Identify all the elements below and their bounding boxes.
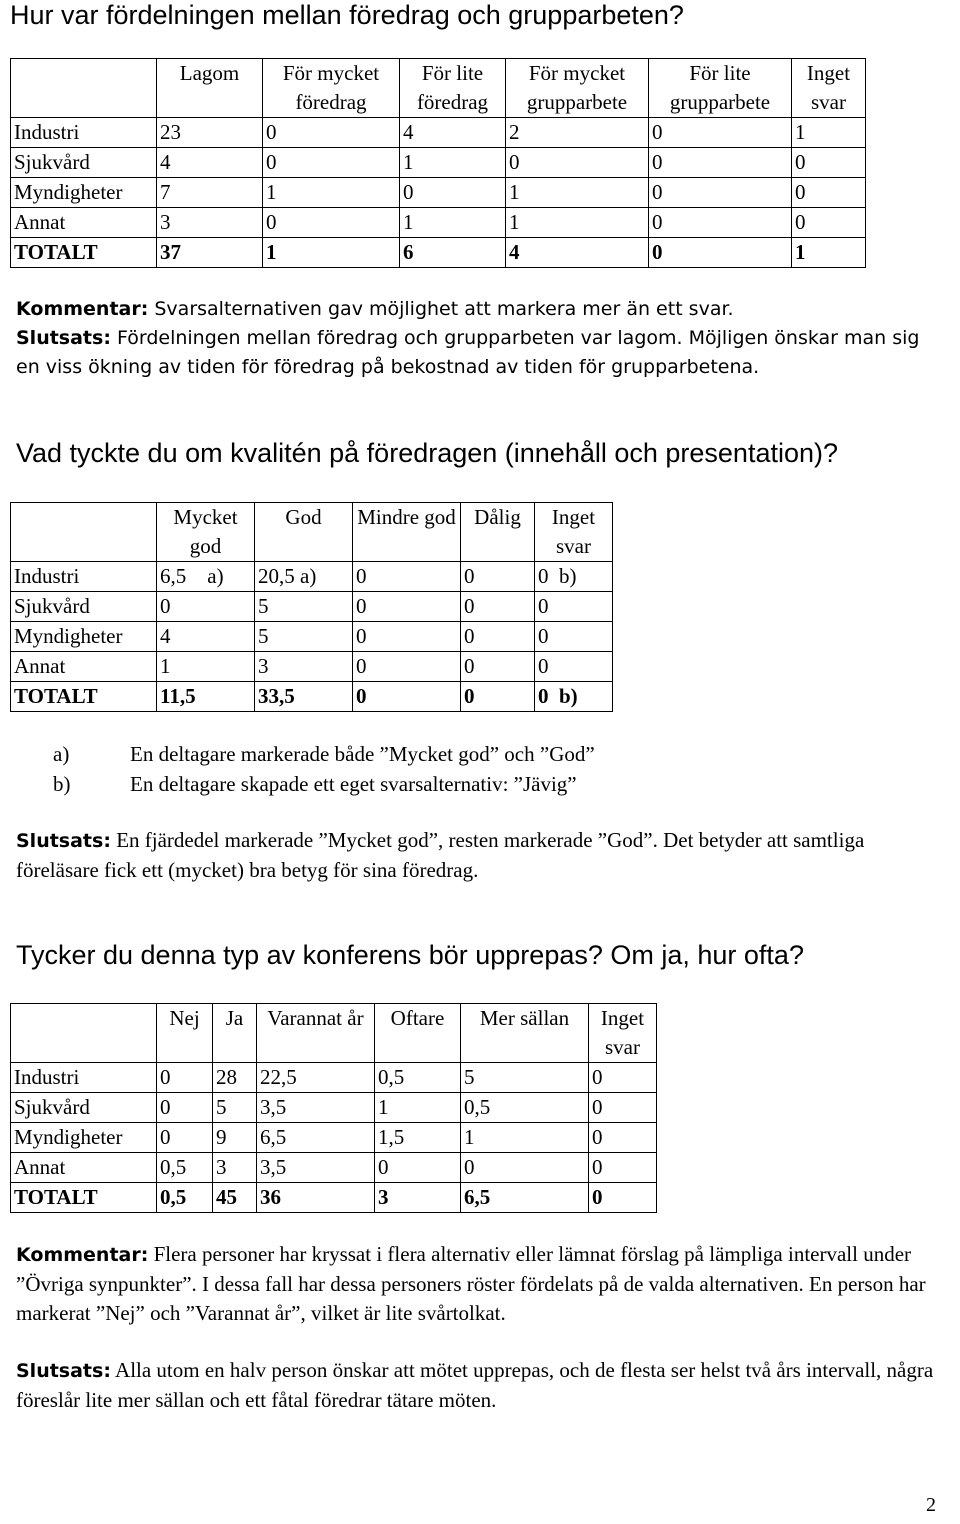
section-heading-distribution: Hur var fördelningen mellan föredrag och grupparbeten? bbox=[10, 0, 684, 30]
page-number: 2 bbox=[926, 1494, 936, 1516]
column-header: God bbox=[255, 503, 353, 562]
table-total-row bbox=[11, 238, 866, 268]
table-cell: 0 bbox=[157, 1093, 213, 1123]
table-cell: 22,5 bbox=[257, 1063, 375, 1093]
table-cell: 3 bbox=[157, 208, 263, 238]
table-cell: 6,5 bbox=[461, 1183, 589, 1213]
table-header-row bbox=[11, 59, 866, 118]
footnote-b bbox=[15, 769, 935, 799]
table-row bbox=[11, 148, 866, 178]
row-label: Annat bbox=[11, 1153, 157, 1183]
table-cell: 0 bbox=[589, 1093, 657, 1123]
table-cell: 1 bbox=[506, 208, 649, 238]
table-cell: 1 bbox=[400, 148, 506, 178]
row-label bbox=[11, 59, 157, 118]
table-cell: 0 bbox=[263, 208, 400, 238]
table-cell: 5 bbox=[461, 1063, 589, 1093]
comment-label: Kommentar: bbox=[16, 1244, 149, 1266]
table-cell: 4 bbox=[157, 148, 263, 178]
conclusion-quality bbox=[16, 826, 936, 885]
table-cell: 0 bbox=[353, 652, 461, 682]
table-cell: 0 bbox=[535, 622, 613, 652]
comment-text: Svarsalternativen gav möjlighet att markera mer än ett svar. bbox=[148, 298, 734, 320]
table-cell: 3 bbox=[255, 652, 353, 682]
table-cell: 4 bbox=[400, 118, 506, 148]
table-total-row bbox=[11, 1183, 657, 1213]
table-cell: 4 bbox=[157, 622, 255, 652]
table-row bbox=[11, 208, 866, 238]
table-cell: 1 bbox=[263, 238, 400, 268]
table-cell: 1 bbox=[375, 1093, 461, 1123]
table-header-row bbox=[11, 1004, 657, 1063]
column-header: För lite föredrag bbox=[400, 59, 506, 118]
table-row bbox=[11, 1063, 657, 1093]
table-cell: 1 bbox=[506, 178, 649, 208]
row-label: Myndigheter bbox=[11, 1123, 157, 1153]
column-header: Inget svar bbox=[535, 503, 613, 562]
table-cell: 2 bbox=[506, 118, 649, 148]
repeat-table bbox=[10, 1003, 657, 1213]
section-heading-quality: Vad tyckte du om kvalitén på föredragen (innehåll och presentation)? bbox=[16, 438, 838, 468]
table-cell: 4 bbox=[506, 238, 649, 268]
table-cell: 3,5 bbox=[257, 1093, 375, 1123]
table-cell: 0,5 bbox=[157, 1153, 213, 1183]
column-header: Nej bbox=[157, 1004, 213, 1063]
table-cell: 1 bbox=[792, 238, 866, 268]
column-header: Varannat år bbox=[257, 1004, 375, 1063]
table-cell: 0 bbox=[649, 118, 792, 148]
table-cell: 1 bbox=[461, 1123, 589, 1153]
table-cell: 0 bbox=[589, 1183, 657, 1213]
table-cell: 0 bbox=[506, 148, 649, 178]
table-row bbox=[11, 118, 866, 148]
table-cell: 5 bbox=[255, 622, 353, 652]
table-cell: 0 bbox=[461, 652, 535, 682]
table-cell: 0 bbox=[649, 238, 792, 268]
table-cell: 0 bbox=[792, 208, 866, 238]
table-row bbox=[11, 1123, 657, 1153]
table-cell: 28 bbox=[213, 1063, 257, 1093]
table-cell: 0 bbox=[649, 208, 792, 238]
table-cell: 5 bbox=[255, 592, 353, 622]
table-row bbox=[11, 562, 613, 592]
table-cell: 20,5 a) bbox=[255, 562, 353, 592]
column-header: Inget svar bbox=[792, 59, 866, 118]
table-cell: 0 bbox=[263, 118, 400, 148]
distribution-table bbox=[10, 58, 866, 268]
table-row bbox=[11, 652, 613, 682]
row-label: Sjukvård bbox=[11, 592, 157, 622]
table-cell: 0 b) bbox=[535, 682, 613, 712]
table-cell: 33,5 bbox=[255, 682, 353, 712]
conclusion-distribution bbox=[16, 324, 946, 382]
table-cell: 1 bbox=[792, 118, 866, 148]
comment-text: Flera personer har kryssat i flera alternativ eller lämnat förslag på lämpliga intervall under ”Övriga synpunkter”. I dessa fall har dessa personers röster fördelats på de valda alternativen. En person har markerat ”Nej” och ”Varannat år”, vilket är lite svårtolkat. bbox=[16, 1242, 926, 1325]
table-cell: 9 bbox=[213, 1123, 257, 1153]
row-label: TOTALT bbox=[11, 1183, 157, 1213]
table-cell: 1 bbox=[400, 208, 506, 238]
table-cell: 3 bbox=[375, 1183, 461, 1213]
table-row bbox=[11, 1093, 657, 1123]
table-cell: 0 bbox=[353, 562, 461, 592]
table-cell: 3 bbox=[213, 1153, 257, 1183]
table-cell: 1,5 bbox=[375, 1123, 461, 1153]
table-row bbox=[11, 1153, 657, 1183]
comment-repeat bbox=[16, 1240, 946, 1328]
conclusion-label: Slutsats: bbox=[16, 1360, 111, 1382]
column-header: För lite grupparbete bbox=[649, 59, 792, 118]
row-label: Sjukvård bbox=[11, 148, 157, 178]
comment-distribution bbox=[16, 295, 946, 324]
table-cell: 0,5 bbox=[375, 1063, 461, 1093]
row-label: Industri bbox=[11, 562, 157, 592]
footnote-letter: a) bbox=[53, 742, 70, 766]
table-header-row bbox=[11, 503, 613, 562]
row-label bbox=[11, 1004, 157, 1063]
table-cell: 36 bbox=[257, 1183, 375, 1213]
column-header: Dålig bbox=[461, 503, 535, 562]
table-cell: 7 bbox=[157, 178, 263, 208]
column-header: För mycket grupparbete bbox=[506, 59, 649, 118]
table-cell: 0 b) bbox=[535, 562, 613, 592]
footnote-a bbox=[15, 739, 935, 769]
table-cell: 0 bbox=[461, 682, 535, 712]
quality-table bbox=[10, 502, 613, 712]
table-cell: 0 bbox=[157, 1123, 213, 1153]
table-cell: 0,5 bbox=[461, 1093, 589, 1123]
table-cell: 0 bbox=[792, 148, 866, 178]
table-cell: 45 bbox=[213, 1183, 257, 1213]
table-cell: 0,5 bbox=[157, 1183, 213, 1213]
conclusion-label: Slutsats: bbox=[16, 830, 111, 852]
table-cell: 1 bbox=[263, 178, 400, 208]
table-cell: 11,5 bbox=[157, 682, 255, 712]
column-header: Mindre god bbox=[353, 503, 461, 562]
column-header: Lagom bbox=[157, 59, 263, 118]
row-label: Myndigheter bbox=[11, 178, 157, 208]
table-cell: 0 bbox=[353, 622, 461, 652]
table-cell: 1 bbox=[157, 652, 255, 682]
table-row bbox=[11, 592, 613, 622]
table-cell: 0 bbox=[535, 652, 613, 682]
table-row bbox=[11, 622, 613, 652]
row-label: Industri bbox=[11, 1063, 157, 1093]
table-cell: 0 bbox=[461, 592, 535, 622]
conclusion-label: Slutsats: bbox=[16, 327, 111, 349]
footnote-text: En deltagare markerade både ”Mycket god” och ”God” bbox=[130, 742, 595, 766]
column-header: Mer sällan bbox=[461, 1004, 589, 1063]
table-cell: 0 bbox=[263, 148, 400, 178]
row-label: Sjukvård bbox=[11, 1093, 157, 1123]
row-label: Annat bbox=[11, 652, 157, 682]
table-cell: 6,5 a) bbox=[157, 562, 255, 592]
column-header: Oftare bbox=[375, 1004, 461, 1063]
table-cell: 6 bbox=[400, 238, 506, 268]
table-cell: 0 bbox=[400, 178, 506, 208]
conclusion-text: Alla utom en halv person önskar att mötet upprepas, och de flesta ser helst två års intervall, några föreslår lite mer sällan och ett fåtal föredrar tätare möten. bbox=[16, 1358, 934, 1412]
table-cell: 0 bbox=[157, 1063, 213, 1093]
table-cell: 5 bbox=[213, 1093, 257, 1123]
row-label bbox=[11, 503, 157, 562]
conclusion-text-2: Möjligen önskar man sig en viss ökning av tiden för föredrag på bekostnad av tiden för grupparbetena. bbox=[16, 327, 920, 378]
table-cell: 0 bbox=[461, 622, 535, 652]
section-heading-repeat: Tycker du denna typ av konferens bör upprepas? Om ja, hur ofta? bbox=[16, 940, 804, 970]
footnotes bbox=[15, 739, 935, 799]
table-cell: 0 bbox=[461, 1153, 589, 1183]
table-cell: 0 bbox=[353, 682, 461, 712]
table-cell: 0 bbox=[353, 592, 461, 622]
table-cell: 0 bbox=[535, 592, 613, 622]
column-header: För mycket föredrag bbox=[263, 59, 400, 118]
table-total-row bbox=[11, 682, 613, 712]
table-cell: 0 bbox=[157, 592, 255, 622]
table-cell: 0 bbox=[649, 148, 792, 178]
table-cell: 0 bbox=[375, 1153, 461, 1183]
footnote-text: En deltagare skapade ett eget svarsalternativ: ”Jävig” bbox=[130, 772, 577, 796]
comment-label: Kommentar: bbox=[16, 298, 149, 320]
table-row bbox=[11, 178, 866, 208]
table-cell: 0 bbox=[792, 178, 866, 208]
footnote-letter: b) bbox=[53, 772, 71, 796]
table-cell: 6,5 bbox=[257, 1123, 375, 1153]
column-header: Mycket god bbox=[157, 503, 255, 562]
conclusion-text: Fördelningen mellan föredrag och grupparbeten var lagom. bbox=[110, 327, 683, 349]
conclusion-text: En fjärdedel markerade ”Mycket god”, resten markerade ”God”. Det betyder att samtliga föreläsare fick ett (mycket) bra betyg för sina föredrag. bbox=[16, 828, 865, 882]
conclusion-repeat bbox=[16, 1356, 946, 1415]
table-cell: 0 bbox=[589, 1153, 657, 1183]
table-cell: 0 bbox=[461, 562, 535, 592]
column-header: Inget svar bbox=[589, 1004, 657, 1063]
row-label: TOTALT bbox=[11, 682, 157, 712]
table-cell: 23 bbox=[157, 118, 263, 148]
table-cell: 0 bbox=[589, 1063, 657, 1093]
row-label: TOTALT bbox=[11, 238, 157, 268]
row-label: Annat bbox=[11, 208, 157, 238]
table-cell: 3,5 bbox=[257, 1153, 375, 1183]
table-cell: 0 bbox=[649, 178, 792, 208]
row-label: Myndigheter bbox=[11, 622, 157, 652]
table-cell: 0 bbox=[589, 1123, 657, 1153]
table-cell: 37 bbox=[157, 238, 263, 268]
row-label: Industri bbox=[11, 118, 157, 148]
column-header: Ja bbox=[213, 1004, 257, 1063]
